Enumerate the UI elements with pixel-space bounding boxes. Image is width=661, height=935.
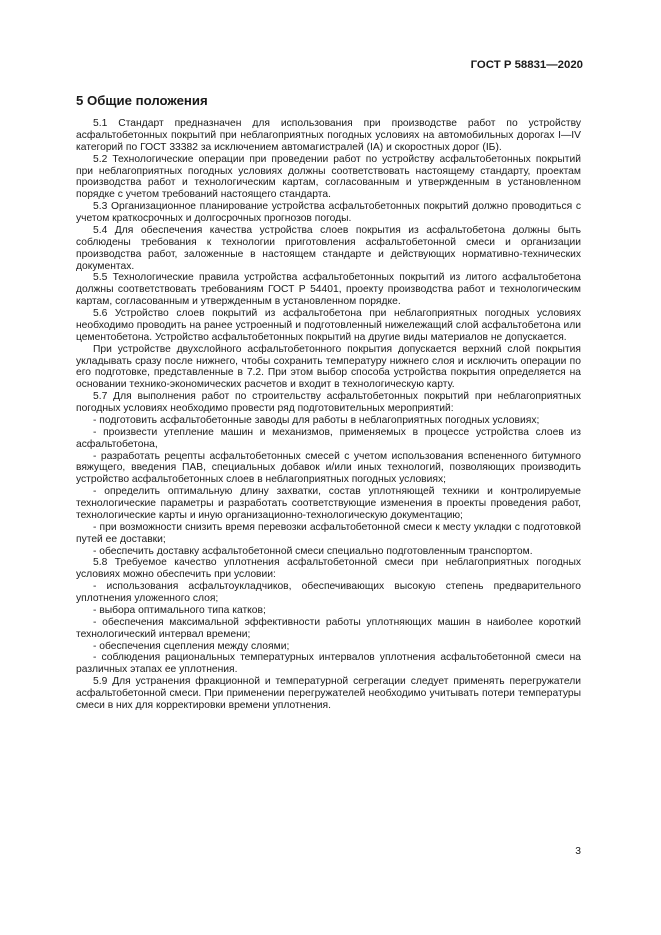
paragraph-5-5: 5.5 Технологические правила устройства асфальтобетонных покрытий из литого асфальтобетона должны соответствовать требованиям ГОСТ Р 54401, проекту производства работ и технологическим картам, согласованным и утвержденным в установленном порядке. [76,272,581,308]
list-item: - при возможности снизить время перевозки асфальтобетонной смеси к месту укладки с подготовкой путей ее доставки; [76,521,581,545]
section-body [76,118,581,712]
paragraph-5-8: 5.8 Требуемое качество уплотнения асфальтобетонной смеси при неблагоприятных погодных условиях можно обеспечить при условии: [76,557,581,581]
list-item: - произвести утепление машин и механизмов, применяемых в процессе устройства слоев из асфальтобетона, [76,426,581,450]
list-item: - выбора оптимального типа катков; [93,604,266,616]
list-item: - подготовить асфальтобетонные заводы для работы в неблагоприятных погодных условиях; [93,414,540,426]
paragraph-5-9: 5.9 Для устранения фракционной и температурной сегрегации следует применять перегружатели асфальтобетонной смеси. При применении перегружателей необходимо учитывать потери температуры смеси в них для корректировки времени уплотнения. [76,676,581,711]
standard-code: ГОСТ Р 58831—2020 [470,59,583,71]
list-item: - обеспечения сцепления между слоями; [93,640,290,652]
list-item: - разработать рецепты асфальтобетонных смесей с учетом использования вспененного битумного вяжущего, введения ПАВ, специальных добавок и/или иных технологий, позволяющих производить устройство асфальтобетонных слоев в неблагоприятных погодных условиях; [76,450,581,486]
list-item: - использования асфальтоукладчиков, обеспечивающих высокую степень предварительного уплотнения уложенного слоя; [76,581,581,604]
list-item: - определить оптимальную длину захватки, состав уплотняющей техники и контролируемые технологические параметры и разработать соответствующие изменения в проекты проведения работ, технологические карты и иную организационно-технологическую документацию; [76,486,581,521]
paragraph-5-1: 5.1 Стандарт предназначен для использования при производстве работ по устройству асфальтобетонных покрытий при неблагоприятных погодных условиях на автомобильных дорогах I—IV категорий по ГОСТ 33382 за исключением автомагистралей (IA) и скоростных дорог (IБ). [76,118,581,153]
section-title: 5 Общие положения [76,93,208,108]
list-item: - соблюдения рациональных температурных интервалов уплотнения асфальтобетонной смеси на различных этапах ее уплотнения. [76,652,581,676]
paragraph-5-3: 5.3 Организационное планирование устройства асфальтобетонных покрытий должно проводиться с учетом краткосрочных и долгосрочных прогнозов погоды. [76,201,581,224]
paragraph-5-6: 5.6 Устройство слоев покрытий из асфальтобетона при неблагоприятных погодных условиях необходимо проводить на ранее устроенный и подготовленный нижележащий слой асфальтобетона или цементобетона. Устройство асфальтобетонных покрытий на другие виды материалов не допускается. [76,308,581,343]
paragraph-5-6-continued: При устройстве двухслойного асфальтобетонного покрытия допускается верхний слой покрытия укладывать сразу после нижнего, чтобы сохранить температуру нижнего слоя и исключить операции по его подготовке, представленные в 7.2. При этом выбор способа устройства покрытия определяется на основании технико-экономических расчетов и входит в технологическую карту. [76,343,581,391]
list-item: - обеспечения максимальной эффективности работы уплотняющих машин в наиболее короткий технологический интервал времени; [76,616,581,640]
list-item: - обеспечить доставку асфальтобетонной смеси специально подготовленным транспортом. [93,545,533,557]
page-number: 3 [575,846,581,857]
paragraph-5-2: 5.2 Технологические операции при проведении работ по устройству асфальтобетонных покрытий при неблагоприятных погодных условиях должны соответствовать настоящему стандарту, проектам производства работ и технологическим картам, согласованным и утвержденным в установленном порядке с учетом требований настоящего стандарта. [76,153,581,201]
paragraph-5-7: 5.7 Для выполнения работ по строительству асфальтобетонных покрытий при неблагоприятных погодных условиях необходимо провести ряд подготовительных мероприятий: [76,391,581,414]
paragraph-5-4: 5.4 Для обеспечения качества устройства слоев покрытия из асфальтобетона должны быть соблюдены требования к технологии приготовления асфальтобетонной смеси и организации производства работ, заложенные в настоящем стандарте и действующих нормативно-технических документах. [76,224,581,272]
